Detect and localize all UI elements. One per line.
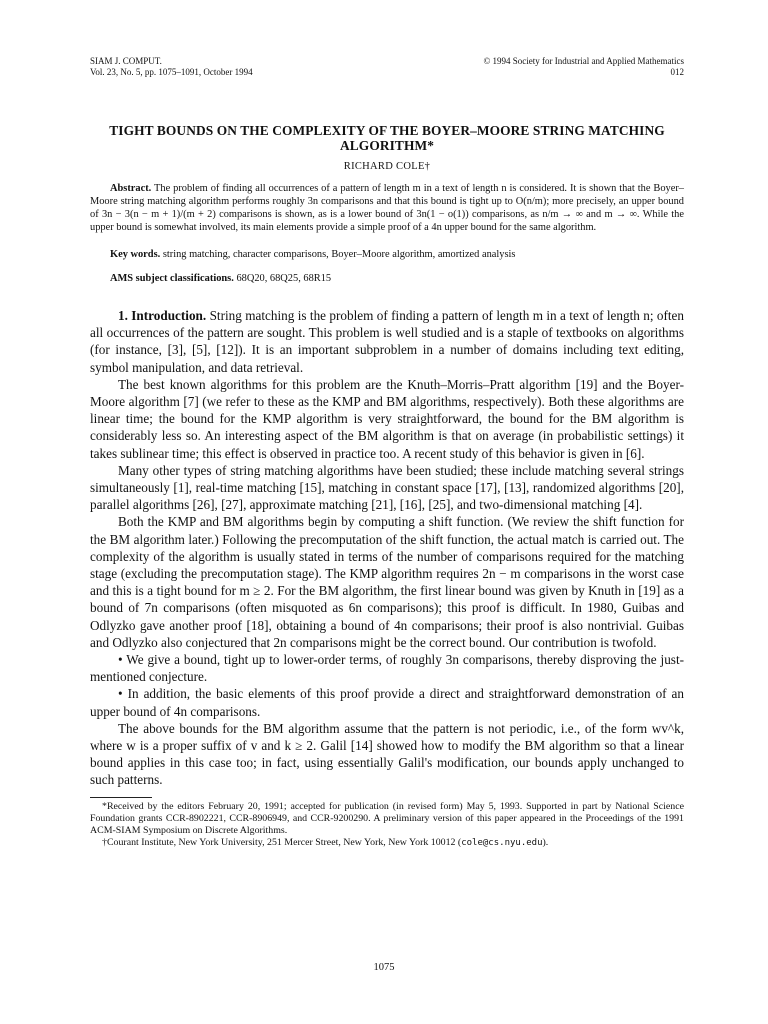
keywords [90,248,684,261]
ams-label: AMS subject classifications. [110,273,234,284]
footnotes [90,801,684,849]
article-code: 012 [670,67,684,77]
affiliation-text: †Courant Institute, New York University, 251 Mercer Street, New York, New York 10012 ( [102,836,462,848]
running-header [90,56,684,78]
footnote-received: *Received by the editors February 20, 1991; accepted for publication (in revised form) May 5, 1993. Supported in part by National Science Foundation grants CCR-8902221, CCR-8906949, and CCR-9200290. A preliminary version of this paper appeared in the Proceedings of the 1991 ACM-SIAM Symposium on Discrete Algorithms. [90,800,684,836]
keywords-label: Key words. [110,249,161,260]
copyright-line: © 1994 Society for Industrial and Applied Mathematics [483,56,684,66]
journal-volume: Vol. 23, No. 5, pp. 1075–1091, October 1994 [90,67,253,77]
affiliation-end: ). [542,836,549,848]
journal-name: SIAM J. COMPUT. [90,56,162,66]
bullet-2: • In addition, the basic elements of this proof provide a direct and straightforward demonstration of an upper bound of 4n comparisons. [90,686,684,719]
paragraph-1-text: String matching is the problem of finding a pattern of length m in a text of length n; often all occurrences of the pattern are sought. This problem is well studied and is a staple of textbooks on algorithms (for instance, [3], [5], [12]). It is an important subproblem in a number of domains including text editing, symbol manipulation, and data retrieval. [90,308,684,375]
section-heading: 1. Introduction. [118,308,207,323]
ams-text: 68Q20, 68Q25, 68R15 [236,273,332,284]
author-email[interactable]: cole@cs.nyu.edu [461,837,543,848]
keywords-text: string matching, character comparisons, Boyer–Moore algorithm, amortized analysis [162,249,516,260]
paragraph-4: Both the KMP and BM algorithms begin by computing a shift function. (We review the shift function for the BM algorithm later.) Following the precomputation of the shift function, the actual match is carried out. The complexity of the algorithm is usually stated in terms of the number of comparisons required for the matching stage (excluding the precomputation stage). The KMP algorithm requires 2n − m comparisons in the worst case and this is a tight bound for m ≥ 2. For the BM algorithm, the first linear bound was given by Knuth in [19] as a bound of 7n comparisons (often misquoted as 6n comparisons); this proof is difficult. In 1980, Guibas and Odlyzko gave another proof [18], obtaining a bound of 4n comparisons; their proof is also nontrivial. Guibas and Odlyzko also conjectured that 2n comparisons might be the correct bound. Our contribution is twofold. [90,514,684,650]
paragraph-5: The above bounds for the BM algorithm assume that the pattern is not periodic, i.e., of the form wv^k, where w is a proper suffix of v and k ≥ 2. Galil [14] showed how to modify the BM algorithm so that a linear bound applies in this case too; in fact, using essentially Galil's modification, our bounds apply unchanged to such patterns. [90,720,684,788]
copyright-info [483,56,684,78]
journal-info [90,56,253,78]
abstract-text: The problem of finding all occurrences of a pattern of length m in a text of length n is considered. It is shown that the Boyer–Moore string matching algorithm performs roughly 3n comparisons and that this bound is tight up to O(n/m); more precisely, an upper bound of 3n − 3(n − m + 1)/(m + 2) comparisons is shown, as is a lower bound of 3n(1 − o(1)) comparisons, as n/m → ∞ and m → ∞. While the upper bound is somewhat involved, its main elements provide a simple proof of a 4n upper bound for the same algorithm. [90,183,684,233]
abstract [90,182,684,234]
paragraph-2: The best known algorithms for this problem are the Knuth–Morris–Pratt algorithm [19] and the Boyer-Moore algorithm [7] (we refer to these as the KMP and BM algorithms, respectively). Both these algorithms are linear time; the bound for the KMP algorithm is very straightforward, the bound for the BM algorithm is considerably less so. An interesting aspect of the BM algorithm is that on average (in probabilistic settings) it takes sublinear time; this effect is observed in practice too. A recent study of this behavior is given in [6]. [90,376,684,461]
footnote-affiliation [90,837,684,849]
bullet-1: • We give a bound, tight up to lower-order terms, of roughly 3n comparisons, thereby disproving the just-mentioned conjecture. [90,652,684,685]
page-number: 1075 [373,962,395,973]
paragraph-1 [90,307,684,376]
footnote-rule [90,797,152,798]
paper-page [90,56,684,849]
paragraph-3: Many other types of string matching algorithms have been studied; these include matching several strings simultaneously [1], real-time matching [15], matching in constant space [17], [13], randomized algorithms [20], parallel algorithms [26], [27], approximate matching [21], [16], [25], and two-dimensional matching [4]. [90,462,684,513]
abstract-label: Abstract. [110,183,152,194]
ams-classifications [90,272,684,285]
paper-author: RICHARD COLE† [343,161,431,172]
body-text [90,307,684,789]
paper-title: TIGHT BOUNDS ON THE COMPLEXITY OF THE BOYER–MOORE STRING MATCHING ALGORITHM* [109,123,665,153]
